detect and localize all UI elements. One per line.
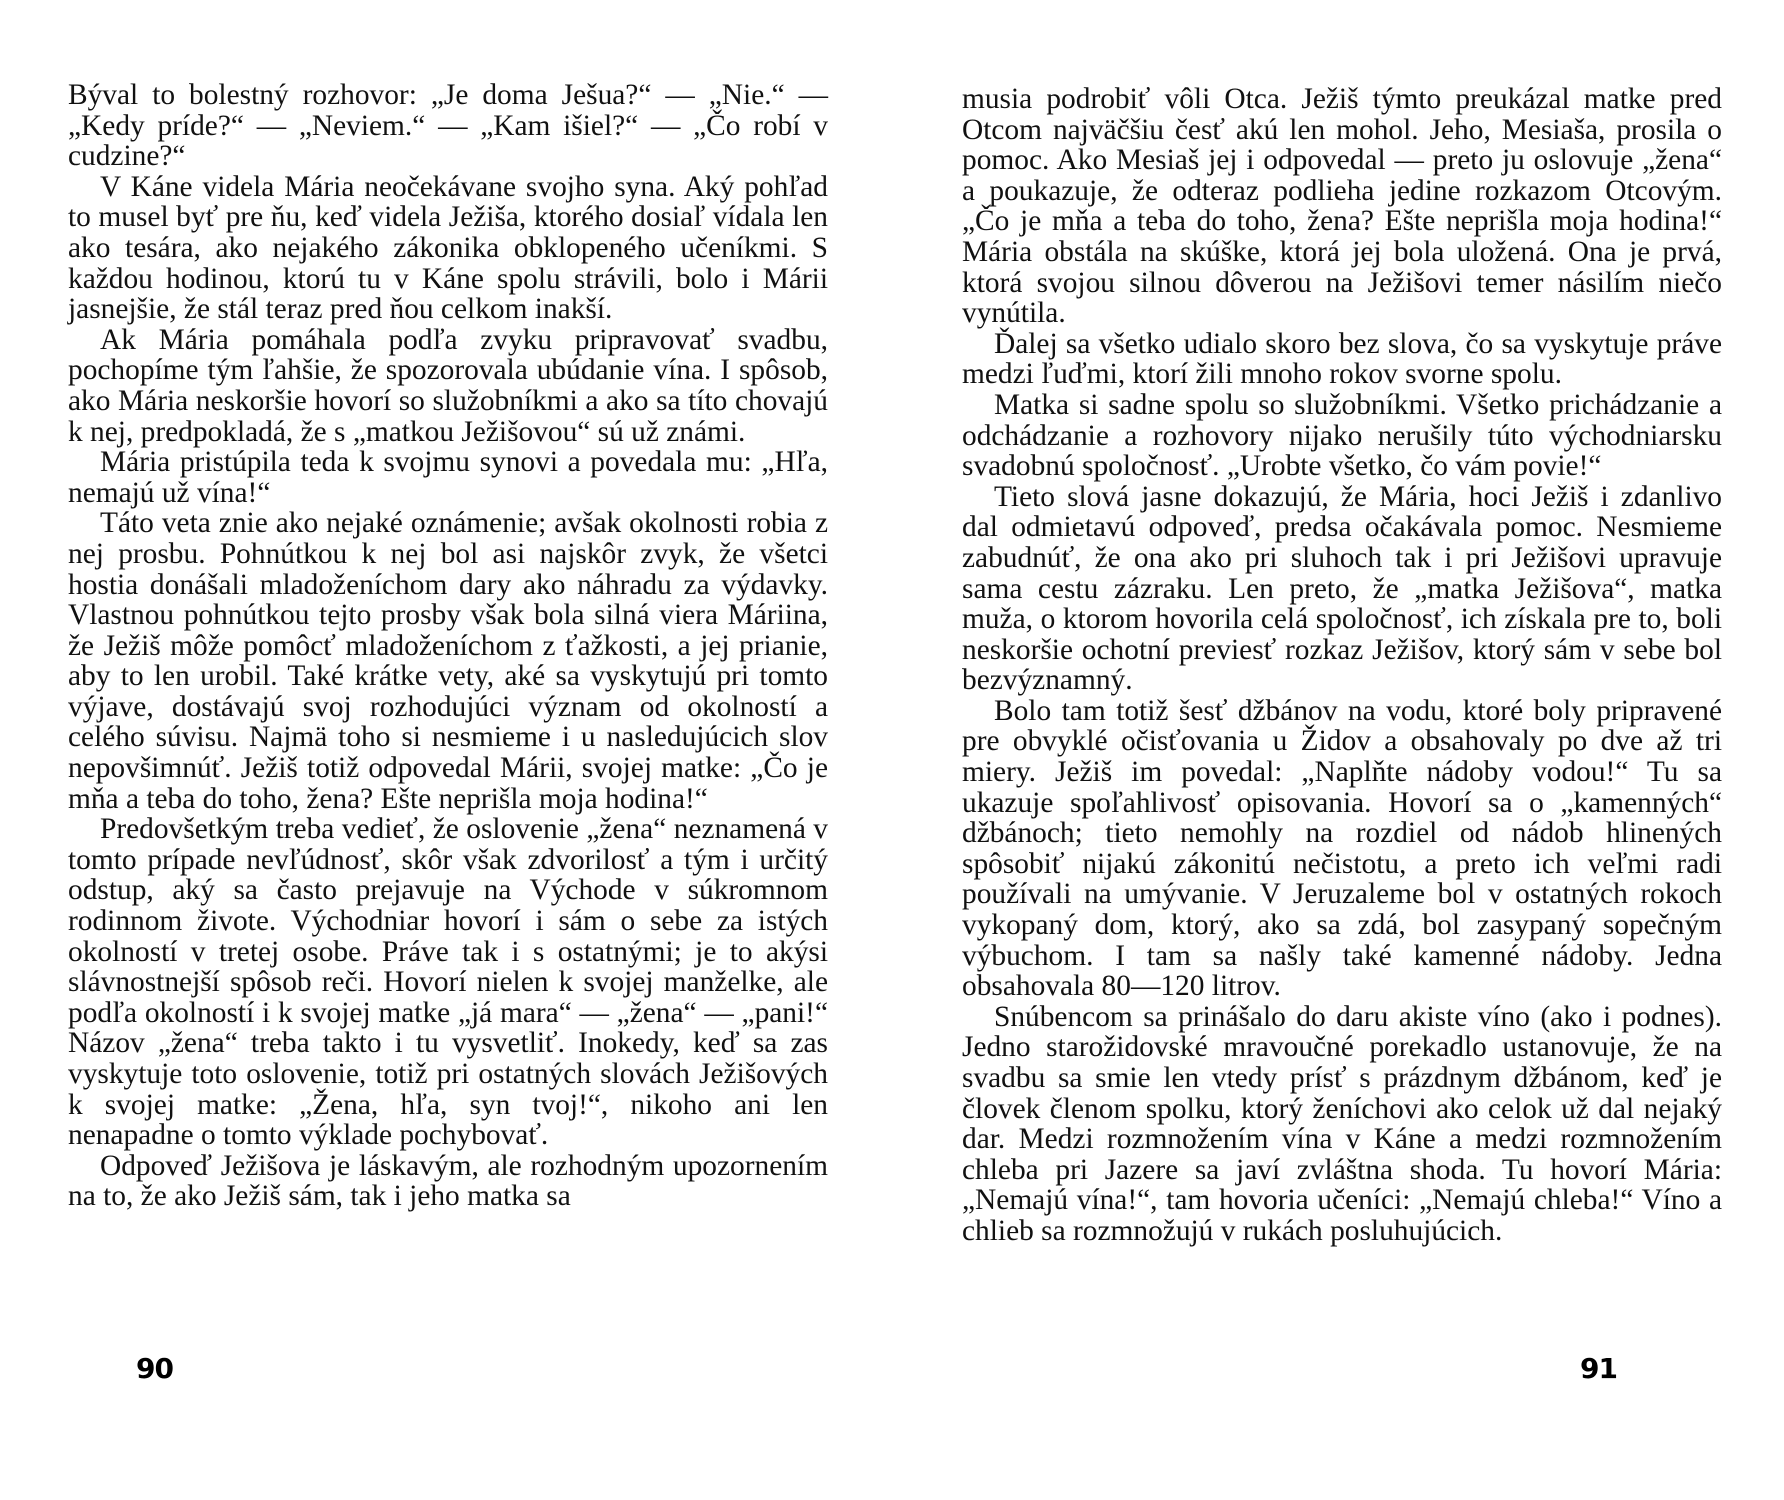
paragraph: Snúbencom sa prinášalo do daru akiste víno (ako i podnes). Jedno starožidovské mravoučné porekadlo ustanovuje, že na svadbu sa smie len vtedy prísť s prázdnym džbánom, keď je človek členom spolku, ktorý ženíchovi ako celok už dal nejaký dar. Medzi rozmnožením vína v Káne a medzi rozmnožením chleba pri Jazere sa javí zvláštna shoda. Tu hovorí Mária: „Nemajú vína!“, tam hovoria učeníci: „Nemajú chleba!“ Víno a chlieb sa rozmnožujú v rukách posluhujúcich.	[962, 1000, 1722, 1247]
page-number-left: 90	[136, 1352, 173, 1385]
paragraph: Býval to bolestný rozhovor: „Je doma Ješua?“ — „Nie.“ — „Kedy príde?“ — „Neviem.“ — „Kam išiel?“ — „Čo robí v cudzine?“	[68, 79, 828, 173]
page-number-right: 91	[1580, 1352, 1617, 1385]
paragraph: Ak Mária pomáhala podľa zvyku pripravovať svadbu, pochopíme tým ľahšie, že spozorovala ubúdanie vína. I spôsob, ako Mária neskoršie hovorí so služobníkmi a ako sa títo chovajú k nej, predpokladá, že s „matkou Ježišovou“ sú už známi.	[68, 323, 828, 448]
paragraph: Táto veta znie ako nejaké oznámenie; avšak okolnosti robia z nej prosbu. Pohnútkou k nej bol asi najskôr zvyk, že všetci hostia donášali mladoženíchom dary ako náhradu za výdavky. Vlastnou pohnútkou tejto prosby však bola silná viera Máriina, že Ježiš môže pomôcť mladoženíchom z ťažkosti, a jej prianie, aby to len urobil. Také krátke vety, aké sa vyskytujú pri tomto výjave, dostávajú svoj rozhodujúci význam od okolností a celého súvisu. Najmä toho si nesmieme i u nasledujúcich slov nepovšimnúť. Ježiš totiž odpovedal Márii, svojej matke: „Čo je mňa a teba do toho, žena? Ešte neprišla moja hodina!“	[68, 507, 828, 815]
paragraph: Bolo tam totiž šesť džbánov na vodu, ktoré boly pripravené pre obvyklé očisťovania u Židov a obsahovaly po dve až tri miery. Ježiš im povedal: „Naplňte nádoby vodou!“ Tu sa ukazuje spoľahlivosť opisovania. Hovorí sa o „kamenných“ džbánoch; tieto nemohly na rozdiel od nádob hlinených spôsobiť nijakú zákonitú nečistotu, a preto ich veľmi radi používali na umývanie. V Jeruzaleme bol v ostatných rokoch vykopaný dom, ktorý, ako sa zdá, bol zasypaný sopečným výbuchom. I tam sa našly také kamenné nádoby. Jedna obsahovala 80—120 litrov.	[962, 694, 1722, 1003]
paragraph: Predovšetkým treba vedieť, že oslovenie „žena“ neznamená v tomto prípade nevľúdnosť, skôr však zdvorilosť a tým i určitý odstup, aký sa často prejavuje na Východe v súkromnom rodinnom živote. Východniar hovorí i sám o sebe za istých okolností v tretej osobe. Práve tak i s ostatnými; je to akýsi slávnostnejší spôsob reči. Hovorí nielen k svojej manželke, ale podľa okolností i k svojej matke „já mara“ — „žena“ — „pani!“ Názov „žena“ treba takto i tu vysvetliť. Inokedy, keď sa zas vyskytuje toto oslovenie, totiž pri ostatných slovách Ježišových k svojej matke: „Žena, hľa, syn tvoj!“, nikoho ani len nenapadne o tomto výklade pochybovať.	[68, 813, 828, 1152]
paragraph: Mária pristúpila teda k svojmu synovi a povedala mu: „Hľa, nemajú už vína!“	[68, 446, 828, 509]
right-page	[962, 84, 1722, 1434]
paragraph: Odpoveď Ježišova je láskavým, ale rozhodným upozornením na to, že ako Ježiš sám, tak i jeho matka sa	[68, 1149, 828, 1213]
paragraph: V Káne videla Mária neočekávane svojho syna. Aký pohľad to musel byť pre ňu, keď videla Ježiša, ktorého dosiaľ vídala len ako tesára, ako nejakého zákonika obklopeného učeníkmi. S každou hodinou, ktorú tu v Káne spolu strávili, bolo i Márii jasnejšie, že stál teraz pred ňou celkom inakší.	[68, 170, 828, 326]
paragraph: Tieto slová jasne dokazujú, že Mária, hoci Ježiš i zdanlivo dal odmietavú odpoveď, predsa očakávala pomoc. Nesmieme zabudnúť, že ona ako pri sluhoch tak i pri Ježišovi upravuje sama cestu zázraku. Len preto, že „matka Ježišova“, matka muža, o ktorom hovorila celá spoločnosť, ich získala pre to, boli neskoršie ochotní previesť rozkaz Ježišov, ktorý sám v sebe bol bezvýznamný.	[962, 480, 1722, 697]
paragraph: musia podrobiť vôli Otca. Ježiš týmto preukázal matke pred Otcom najväčšiu česť akú len mohol. Jeho, Mesiaša, prosila o pomoc. Ako Mesiaš jej i odpovedal — preto ju oslovuje „žena“ a poukazuje, že odteraz podlieha jedine rozkazom Otcovým. „Čo je mňa a teba do toho, žena? Ešte neprišla moja hodina!“ Mária obstála na skúške, ktorá jej bola uložená. Ona je prvá, ktorá svojou silnou dôverou na Ježišovi temer násilím niečo vynútila.	[962, 83, 1722, 330]
left-page	[68, 80, 828, 1430]
paragraph: Matka si sadne spolu so služobníkmi. Všetko prichádzanie a odchádzanie a rozhovory nijako nerušily túto východniarsku svadobnú spoločnosť. „Urobte všetko, čo vám povie!“	[962, 388, 1722, 483]
paragraph: Ďalej sa všetko udialo skoro bez slova, čo sa vyskytuje práve medzi ľuďmi, ktorí žili mnoho rokov svorne spolu.	[962, 327, 1722, 391]
right-page-text	[962, 84, 1722, 1247]
left-page-text	[68, 80, 828, 1212]
